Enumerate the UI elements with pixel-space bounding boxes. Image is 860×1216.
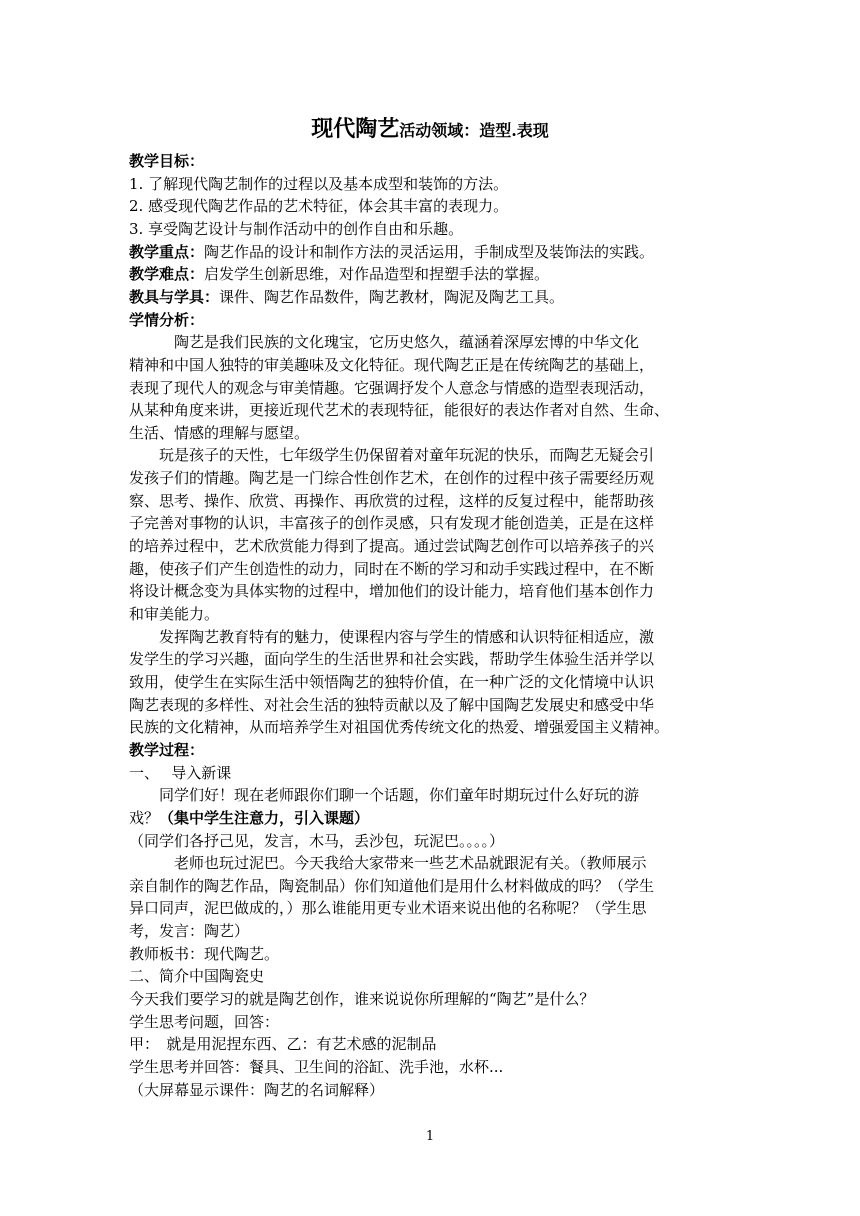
title-sub: 活动领域：造型.表现 [399, 121, 549, 140]
text-line: 的培养过程中，艺术欣赏能力得到了提高。通过尝试陶艺创作可以培养孩子的兴 [129, 537, 655, 556]
text-line: 玩是孩子的天性，七年级学生仍保留着对童年玩泥的快乐，而陶艺无疑会引 [129, 446, 655, 465]
text-line: 一、 导入新课 [129, 763, 232, 782]
line-label: 教学重点： [129, 242, 205, 261]
line-label: 教具与学具： [129, 287, 220, 306]
text-line: 从某种角度来讲，更接近现代艺术的表现特征，能很好的表达作者对自然、生命、 [129, 401, 670, 420]
text-line: 甲： 就是用泥捏东西、乙：有艺术感的泥制品 [129, 1035, 437, 1054]
text-line: 教师板书：现代陶艺。 [129, 944, 280, 963]
line-text: 陶艺作品的设计和制作方法的灵活运用，手制成型及装饰法的实践。 [204, 242, 655, 261]
text-line: 表现了现代人的观念与审美情趣。它强调抒发个人意念与情感的造型表现活动， [129, 378, 655, 397]
text-line [129, 807, 739, 829]
text-line: 学生思考并回答：餐具、卫生间的浴缸、洗手池，水杯... [129, 1058, 504, 1076]
text-line: 致用，使学生在实际生活中领悟陶艺的独特价值，在一种广泛的文化情境中认识 [129, 672, 655, 691]
text-line: 二、简介中国陶瓷史 [129, 967, 265, 986]
text-line: 生活、情感的理解与愿望。 [129, 423, 310, 442]
text-line [129, 241, 739, 263]
line-emphasis: （集中学生注意力，引入课题） [159, 808, 370, 827]
section-heading: 学情分析： [129, 310, 205, 329]
text-line: 发挥陶艺教育特有的魅力，使课程内容与学生的情感和认识特征相适应，激 [129, 627, 655, 646]
text-line: 1. 了解现代陶艺制作的过程以及基本成型和装饰的方法。 [129, 174, 509, 193]
text-line: 老师也玩过泥巴。今天我给大家带来一些艺术品就跟泥有关。（教师展示 [129, 854, 647, 873]
line-text: 戏？ [129, 808, 160, 827]
text-line [129, 309, 739, 331]
text-line [129, 286, 739, 308]
text-line: 民族的文化精神，从而培养学生对祖国优秀传统文化的热爱、增强爱国主义精神。 [129, 718, 670, 737]
text-line: 察、思考、操作、欣赏、再操作、再欣赏的过程，这样的反复过程中，能帮助孩 [129, 491, 655, 510]
text-line: 2. 感受现代陶艺作品的艺术特征，体会其丰富的表现力。 [129, 197, 509, 216]
line-text: 课件、陶艺作品数件，陶艺教材，陶泥及陶艺工具。 [219, 287, 565, 306]
text-line: 陶艺是我们民族的文化瑰宝，它历史悠久，蕴涵着深厚宏博的中华文化 [129, 333, 640, 352]
page-title [0, 112, 860, 143]
text-line: 今天我们要学习的就是陶艺创作，谁来说说你所理解的“陶艺”是什么？ [129, 990, 595, 1009]
text-line: 将设计概念变为具体实物的过程中，增加他们的设计能力，培育他们基本创作力 [129, 582, 655, 601]
text-line: 学生思考问题，回答： [129, 1012, 280, 1031]
text-line: 发孩子们的情趣。陶艺是一门综合性创作艺术，在创作的过程中孩子需要经历观 [129, 469, 655, 488]
text-line: 考，发言：陶艺） [129, 922, 250, 941]
text-line: 同学们好！现在老师跟你们聊一个话题，你们童年时期玩过什么好玩的游 [129, 786, 640, 805]
text-line: 陶艺表现的多样性、对社会生活的独特贡献以及了解中国陶艺发展史和感受中华 [129, 695, 655, 714]
section-heading: 教学过程： [129, 740, 205, 759]
text-line: 精神和中国人独特的审美趣味及文化特征。现代陶艺正是在传统陶艺的基础上， [129, 355, 655, 374]
text-line: （同学们各抒己见，发言，木马，丢沙包，玩泥巴。。。。） [129, 831, 505, 850]
section-heading: 教学目标： [129, 152, 205, 170]
title-main: 现代陶艺 [311, 116, 400, 142]
text-line: 子完善对事物的认识，丰富孩子的创作灵感，只有发现才能创造美，正是在这样 [129, 514, 655, 533]
text-line: 亲自制作的陶艺作品，陶瓷制品）你们知道他们是用什么材料做成的吗？（学生 [129, 876, 655, 895]
text-line: 发学生的学习兴趣，面向学生的生活世界和社会实践，帮助学生体验生活并学以 [129, 650, 655, 669]
line-text: 启发学生创新思维，对作品造型和捏塑手法的掌握。 [204, 265, 550, 284]
line-label: 教学难点： [129, 265, 205, 284]
text-line [129, 739, 739, 761]
text-line: （大屏幕显示课件：陶艺的名词解释） [129, 1080, 385, 1099]
text-line: 和审美能力。 [129, 605, 220, 623]
text-line [129, 150, 739, 172]
text-line: 趣，使孩子们产生创造性的动力，同时在不断的学习和动手实践过程中，在不断 [129, 559, 655, 578]
text-line: 异口同声，泥巴做成的，）那么谁能用更专业术语来说出他的名称呢？（学生思 [129, 899, 647, 918]
text-line: 3. 享受陶艺设计与制作活动中的创作自由和乐趣。 [129, 219, 464, 238]
text-line [129, 263, 739, 285]
page-number: 1 [425, 1129, 435, 1144]
